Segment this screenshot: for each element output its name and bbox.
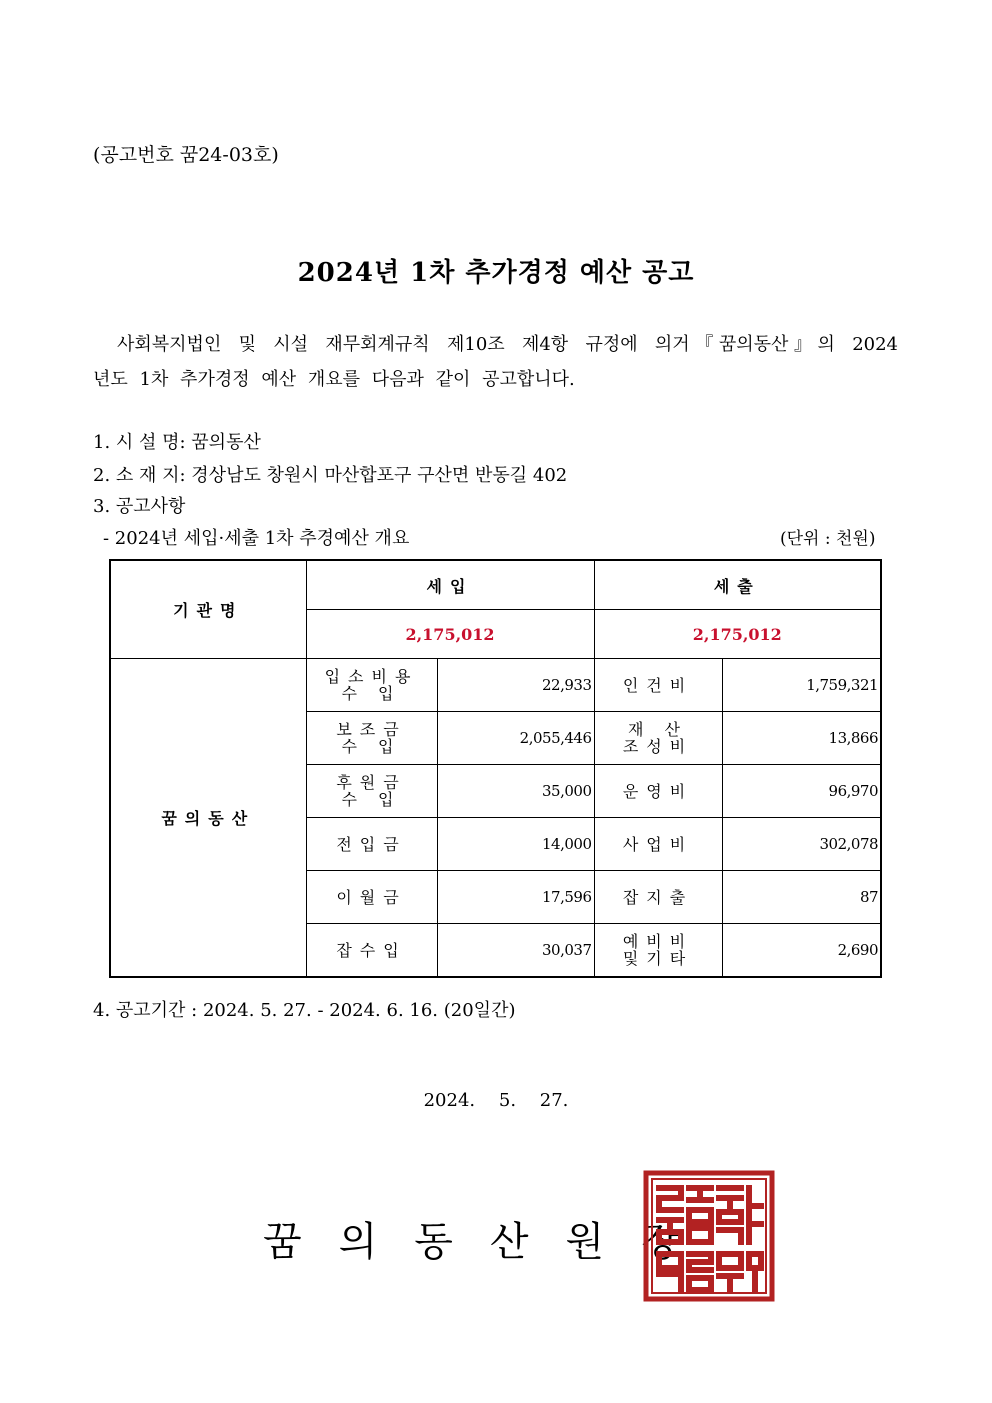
revenue-item-value-line: 2,055,446 — [519, 729, 592, 747]
revenue-item-label-line: 이월금 — [336, 887, 407, 907]
org-name-cell: 꿈의동산 — [110, 659, 306, 978]
notice-period: 4. 공고기간 : 2024. 5. 27. - 2024. 6. 16. (20일간) — [93, 1000, 516, 1021]
official-seal-stamp — [643, 1170, 775, 1302]
expense-total: 2,175,012 — [594, 610, 881, 659]
expense-item-value — [722, 924, 881, 978]
expense-item-label — [594, 818, 722, 871]
revenue-item-value-line: 14,000 — [542, 835, 592, 853]
expense-item-value-line: 13,866 — [828, 729, 879, 747]
revenue-item-label — [306, 924, 437, 978]
revenue-total: 2,175,012 — [306, 610, 594, 659]
budget-table — [109, 559, 882, 978]
revenue-item-label — [306, 765, 437, 818]
expense-item-label — [594, 924, 722, 978]
expense-item-label — [594, 659, 722, 712]
expense-item-label — [594, 712, 722, 765]
revenue-item-value — [437, 765, 594, 818]
revenue-item-value — [437, 818, 594, 871]
expense-item-label-line: 인건비 — [622, 675, 694, 695]
expense-item-label-line: 운영비 — [622, 781, 694, 801]
expense-item-label-line: 재 산 — [628, 720, 689, 739]
expense-item-value — [722, 765, 881, 818]
revenue-item-value — [437, 712, 594, 765]
expense-item-value-line: 96,970 — [828, 782, 879, 800]
expense-item-label-line: 잡지출 — [622, 887, 694, 907]
expense-item-value-line: 2,690 — [837, 941, 879, 959]
notice-number: (공고번호 꿈24-03호) — [93, 144, 279, 166]
document-title: 2024년 1차 추가경정 예산 공고 — [297, 258, 695, 288]
revenue-item-label-line: 보조금 — [336, 720, 407, 739]
location-item: 2. 소 재 지: 경상남도 창원시 마산합포구 구산면 반동길 402 — [93, 465, 568, 486]
expense-item-label-line: 사업비 — [622, 834, 694, 854]
revenue-header: 세입 — [306, 560, 594, 610]
intro-line1-text: 사회복지법인 및 시설 재무회계규칙 제10조 제4항 규정에 의거『꿈의동산』의 2024 — [117, 334, 898, 355]
intro-paragraph-line1 — [93, 330, 898, 356]
revenue-item-label-line: 수 입 — [341, 737, 402, 756]
expense-header: 세출 — [594, 560, 881, 610]
revenue-item-label-line: 수 입 — [341, 790, 402, 809]
revenue-item-label-line: 전입금 — [336, 834, 407, 854]
revenue-item-label — [306, 871, 437, 924]
revenue-item-value — [437, 924, 594, 978]
revenue-item-value — [437, 871, 594, 924]
expense-item-label-line: 조성비 — [622, 737, 694, 756]
expense-item-label-line: 예비비 — [622, 932, 694, 951]
revenue-item-label — [306, 712, 437, 765]
facility-name-item: 1. 시 설 명: 꿈의동산 — [93, 432, 261, 453]
org-header: 기관명 — [110, 560, 306, 659]
expense-item-value-line: 87 — [859, 888, 879, 906]
expense-item-label-line: 및기타 — [622, 949, 694, 968]
revenue-item-value-line: 17,596 — [542, 888, 592, 906]
revenue-item-label-line: 잡수입 — [336, 940, 407, 960]
expense-item-value-line: 1,759,321 — [806, 676, 879, 694]
expense-item-label — [594, 765, 722, 818]
expense-item-value — [722, 871, 881, 924]
revenue-item-value — [437, 659, 594, 712]
revenue-item-label — [306, 818, 437, 871]
expense-item-value-line: 302,078 — [819, 835, 879, 853]
expense-item-value — [722, 659, 881, 712]
revenue-item-label-line: 수 입 — [341, 684, 402, 703]
revenue-item-label-line: 후원금 — [336, 773, 407, 792]
revenue-item-value-line: 22,933 — [542, 676, 592, 694]
intro-paragraph-line2: 년도 1차 추가경정 예산 개요를 다음과 같이 공고합니다. — [93, 369, 575, 390]
notice-heading: 3. 공고사항 — [93, 496, 186, 517]
revenue-item-label — [306, 659, 437, 712]
revenue-item-value-line: 30,037 — [542, 941, 592, 959]
expense-item-value — [722, 818, 881, 871]
notice-date: 2024. 5. 27. — [423, 1090, 569, 1111]
expense-item-value — [722, 712, 881, 765]
table-row — [110, 659, 881, 712]
revenue-item-label-line: 입소비용 — [324, 667, 419, 686]
signature-line: 꿈의동산원장 — [263, 1219, 717, 1265]
budget-sub-heading: - 2024년 세입·세출 1차 추경예산 개요 — [103, 528, 410, 549]
revenue-item-value-line: 35,000 — [542, 782, 592, 800]
unit-label: (단위 : 천원) — [780, 529, 876, 549]
expense-item-label — [594, 871, 722, 924]
